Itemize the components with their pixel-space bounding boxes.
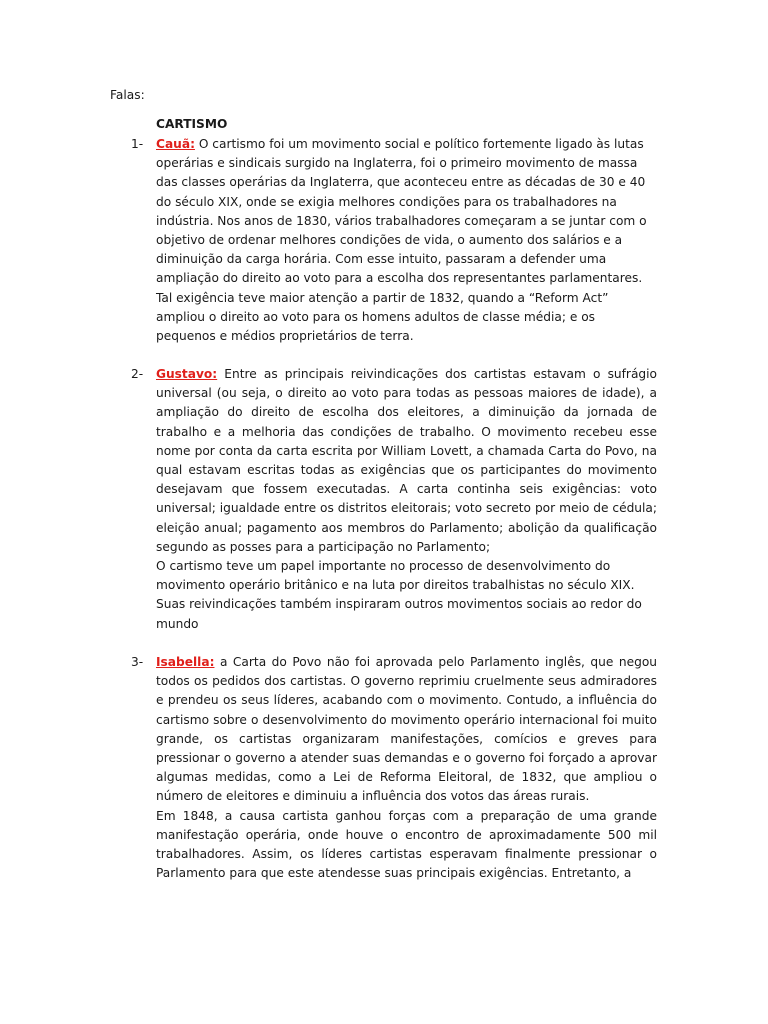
list-item-1: [131, 135, 657, 346]
item-paragraph: Em 1848, a causa cartista ganhou forças com a preparação de uma grande manifestação operária, onde houve o encontro de aproximadamente 500 mil trabalhadores. Assim, os líderes cartistas esperavam finalmente pressionar o Parlamento para que este atendesse suas principais exigências. Entretanto, a: [156, 808, 657, 881]
paragraph-text: Entre as principais reivindicações dos cartistas estavam o sufrágio universal (ou seja, o direito ao voto para todas as pessoas maiores de idade), a ampliação do direito de escolha dos eleitores, a diminuição da jornada de trabalho e a melhoria das condições de trabalho. O movimento recebeu esse nome por conta da carta escrita por William Lovett, a chamada Carta do Povo, na qual estavam escritas todas as exigências que os participantes do movimento desejavam que fossem executadas. A carta continha seis exigências: voto universal; igualdade entre os distritos eleitorais; voto secreto por meio de cédula; eleição anual; pagamento aos membros do Parlamento; abolição da qualificação segundo as posses para a participação no Parlamento;: [156, 367, 657, 554]
document-title: CARTISMO: [156, 117, 228, 131]
list-item-2: [131, 365, 657, 634]
item-paragraph: O cartismo teve um papel importante no processo de desenvolvimento do movimento operário britânico e na luta por direitos trabalhistas no século XIX. Suas reivindicações também inspiraram outros movimentos sociais ao redor do mundo: [156, 559, 642, 631]
speaker-name: Gustavo:: [156, 367, 218, 381]
item-number: 3-: [131, 655, 144, 669]
paragraph-text: a Carta do Povo não foi aprovada pelo Parlamento inglês, que negou todos os pedidos dos cartistas. O governo reprimiu cruelmente seus admiradores e prendeu os seus líderes, acabando com o movimento. Contudo, a influência do cartismo sobre o desenvolvimento do movimento operário internacional foi muito grande, os cartistas organizaram manifestações, comícios e greves para pressionar o governo a atender suas demandas e o governo foi forçado a aprovar algumas medidas, como a Lei de Reforma Eleitoral, de 1832, que ampliou o número de eleitores e diminuiu a influência dos votos das áreas rurais.: [156, 655, 657, 804]
item-paragraph: [156, 653, 657, 807]
paragraph-text: O cartismo foi um movimento social e político fortemente ligado às lutas operárias e sindicais surgido na Inglaterra, foi o primeiro movimento de massa das classes operárias da Inglaterra, que aconteceu entre as décadas de 30 e 40 do século XIX, onde se exigia melhores condições para os trabalhadores na indústria. Nos anos de 1830, vários trabalhadores começaram a se juntar com o objetivo de ordenar melhores condições de vida, o aumento dos salários e a diminuição da carga horária. Com esse intuito, passaram a defender uma ampliação do direito ao voto para a escolha dos representantes parlamentares. Tal exigência teve maior atenção a partir de 1832, quando a “Reform Act” ampliou o direito ao voto para os homens adultos de classe média; e os pequenos e médios proprietários de terra.: [156, 137, 647, 344]
speaker-name: Cauã:: [156, 137, 195, 151]
falas-label: Falas:: [110, 88, 145, 102]
item-number: 1-: [131, 137, 144, 151]
item-number: 2-: [131, 367, 144, 381]
item-paragraph: [156, 135, 657, 346]
item-paragraph: [156, 365, 657, 557]
speaker-name: Isabella:: [156, 655, 215, 669]
list-item-3: [131, 653, 657, 883]
